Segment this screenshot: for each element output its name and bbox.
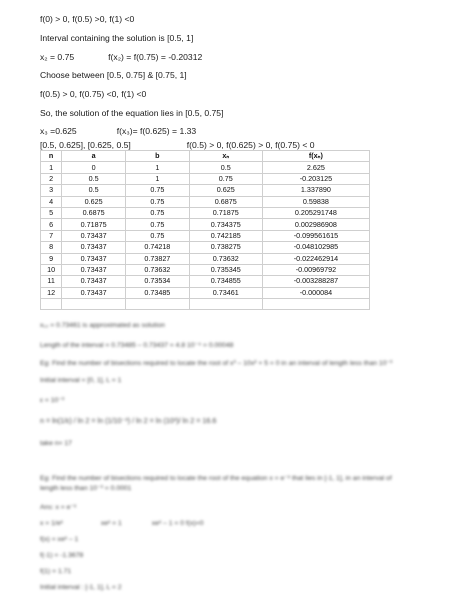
table-row xyxy=(41,162,370,173)
approx-solution-text: x₁₂ = 0.73461 is approximated as solution xyxy=(40,322,165,329)
table-row xyxy=(41,299,370,310)
cell-a: 0.6875 xyxy=(62,207,126,218)
cell-xn: 0.735345 xyxy=(189,264,262,275)
x3-line xyxy=(40,126,196,136)
cell-b: 0.73632 xyxy=(125,264,189,275)
header-b: b xyxy=(125,151,189,162)
bisection-table xyxy=(40,150,370,310)
cell-b: 0.75 xyxy=(125,219,189,230)
cell-xn: 0.5 xyxy=(189,162,262,173)
table-row xyxy=(41,207,370,218)
cell-a: 0.625 xyxy=(62,196,126,207)
cell-fxn: -0.000084 xyxy=(262,287,369,298)
cell-xn: 0.734375 xyxy=(189,219,262,230)
cell-fxn: -0.022462914 xyxy=(262,253,369,264)
cell-b: 0.74218 xyxy=(125,242,189,253)
cell-xn: 0.738275 xyxy=(189,242,262,253)
rearrange-step-2: xeˣ = 1 xyxy=(100,520,122,527)
cell-a: 0.73437 xyxy=(62,287,126,298)
cell-fxn: -0.048102985 xyxy=(262,242,369,253)
interval-statement: Interval containing the solution is [0.5, 1] xyxy=(40,33,194,43)
cell-xn: 0.6875 xyxy=(189,196,262,207)
answer-line: Ans: x = e⁻ˣ xyxy=(40,504,77,511)
cell-n: 5 xyxy=(41,207,62,218)
cell-b: 0.73534 xyxy=(125,276,189,287)
cell-fxn: 1.337890 xyxy=(262,185,369,196)
cell-n: 1 xyxy=(41,162,62,173)
cell-n: 4 xyxy=(41,196,62,207)
cell-a: 0.73437 xyxy=(62,242,126,253)
cell-fxn: -0.203125 xyxy=(262,173,369,184)
rearrange-line xyxy=(40,520,204,527)
f-one: f(1) = 1.71 xyxy=(40,568,72,575)
x2-line xyxy=(40,52,202,62)
cell-a: 0.73437 xyxy=(62,276,126,287)
cell-xn: 0.625 xyxy=(189,185,262,196)
cell-fxn xyxy=(262,299,369,310)
intervals-line xyxy=(40,140,315,150)
example-2-question-cont: length less than 10⁻³ = 0.0001 xyxy=(40,485,132,492)
table-row xyxy=(41,219,370,230)
table-row xyxy=(41,276,370,287)
choose-line: Choose between [0.5, 0.75] & [0.75, 1] xyxy=(40,70,187,80)
table-row xyxy=(41,185,370,196)
fx3-value: f(x₃)= f(0.625) = 1.33 xyxy=(116,126,197,136)
cell-b: 1 xyxy=(125,173,189,184)
cell-xn: 0.75 xyxy=(189,173,262,184)
cell-n: 3 xyxy=(41,185,62,196)
cell-xn xyxy=(189,299,262,310)
example-1-question: Eg: Find the number of bisections required to locate the root of x³ – 10x² + 5 = 0 in an interval of length less than 10⁻³ xyxy=(40,360,393,367)
table-header-row xyxy=(41,151,370,162)
table-row xyxy=(41,242,370,253)
cell-n: 9 xyxy=(41,253,62,264)
cell-fxn: 0.59838 xyxy=(262,196,369,207)
cell-n: 7 xyxy=(41,230,62,241)
cell-b: 0.73485 xyxy=(125,287,189,298)
x2-value: x₂ = 0.75 xyxy=(40,52,75,62)
cell-xn: 0.734855 xyxy=(189,276,262,287)
cell-xn: 0.73632 xyxy=(189,253,262,264)
cell-fxn: -0.003288287 xyxy=(262,276,369,287)
cell-n: 11 xyxy=(41,276,62,287)
header-fxn: f(xₙ) xyxy=(262,151,369,162)
condition-line-2: f(0.5) > 0, f(0.75) <0, f(1) <0 xyxy=(40,89,147,99)
cell-n: 6 xyxy=(41,219,62,230)
cell-b: 0.73827 xyxy=(125,253,189,264)
table-row xyxy=(41,173,370,184)
cell-b: 0.75 xyxy=(125,230,189,241)
cell-a: 0.73437 xyxy=(62,253,126,264)
cell-b: 0.75 xyxy=(125,196,189,207)
cell-a xyxy=(62,299,126,310)
cell-b: 0.75 xyxy=(125,207,189,218)
solution-lies-line: So, the solution of the equation lies in [0.5, 0.75] xyxy=(40,108,224,118)
cell-n xyxy=(41,299,62,310)
cell-n: 10 xyxy=(41,264,62,275)
cell-fxn: -0.099561615 xyxy=(262,230,369,241)
interval-length-text: Length of the interval = 0.73485 – 0.73437 = 4.8 10⁻⁴ = 0.00048 xyxy=(40,342,234,349)
header-xn: xₙ xyxy=(189,151,262,162)
n-formula: n = ln(1/ε) / ln 2 = ln (1/10⁻³) / ln 2 = ln (10³)/ ln 2 = 16.6 xyxy=(40,416,217,425)
cell-a: 0.73437 xyxy=(62,230,126,241)
rearrange-step-3: xeˣ – 1 = 0 f(x)=0 xyxy=(151,520,204,527)
table-row xyxy=(41,264,370,275)
table-row xyxy=(41,253,370,264)
cell-b xyxy=(125,299,189,310)
f-minus-one: f(-1) = -1.3678 xyxy=(40,552,84,559)
table-row xyxy=(41,196,370,207)
intervals-text: [0.5, 0.625], [0.625, 0.5] xyxy=(40,140,131,150)
cell-n: 8 xyxy=(41,242,62,253)
condition-text-3: f(0.5) > 0, f(0.625) > 0, f(0.75) < 0 xyxy=(186,140,315,150)
condition-line-1: f(0) > 0, f(0.5) >0, f(1) <0 xyxy=(40,14,135,24)
cell-a: 0 xyxy=(62,162,126,173)
cell-a: 0.5 xyxy=(62,185,126,196)
cell-xn: 0.73461 xyxy=(189,287,262,298)
cell-b: 1 xyxy=(125,162,189,173)
cell-fxn: 0.205291748 xyxy=(262,207,369,218)
cell-n: 12 xyxy=(41,287,62,298)
table-row xyxy=(41,230,370,241)
take-n-line: take n= 17 xyxy=(40,440,72,447)
cell-xn: 0.71875 xyxy=(189,207,262,218)
function-def: f(x) = xeˣ – 1 xyxy=(40,536,79,543)
cell-a: 0.73437 xyxy=(62,264,126,275)
fx2-value: f(x₂) = f(0.75) = -0.20312 xyxy=(108,52,203,62)
cell-fxn: -0.00969792 xyxy=(262,264,369,275)
x3-value: x₃ =0.625 xyxy=(40,126,77,136)
example-2-question: Eg: Find the number of bisections required to locate the root of the equation x = e⁻ˣ that lies in [-1, 1], in an interval of xyxy=(40,475,392,482)
cell-fxn: 0.002986908 xyxy=(262,219,369,230)
epsilon-line: ε = 10⁻³ xyxy=(40,397,65,404)
cell-xn: 0.742185 xyxy=(189,230,262,241)
cell-fxn: 2.625 xyxy=(262,162,369,173)
cell-n: 2 xyxy=(41,173,62,184)
cell-a: 0.5 xyxy=(62,173,126,184)
initial-interval-2: Initial interval : [-1, 1], L = 2 xyxy=(40,584,122,591)
table-row xyxy=(41,287,370,298)
rearrange-step-1: x = 1/eˣ xyxy=(40,520,63,527)
header-n: n xyxy=(41,151,62,162)
header-a: a xyxy=(62,151,126,162)
cell-b: 0.75 xyxy=(125,185,189,196)
cell-a: 0.71875 xyxy=(62,219,126,230)
initial-interval-1: Initial interval = [0, 1], L = 1 xyxy=(40,377,122,384)
